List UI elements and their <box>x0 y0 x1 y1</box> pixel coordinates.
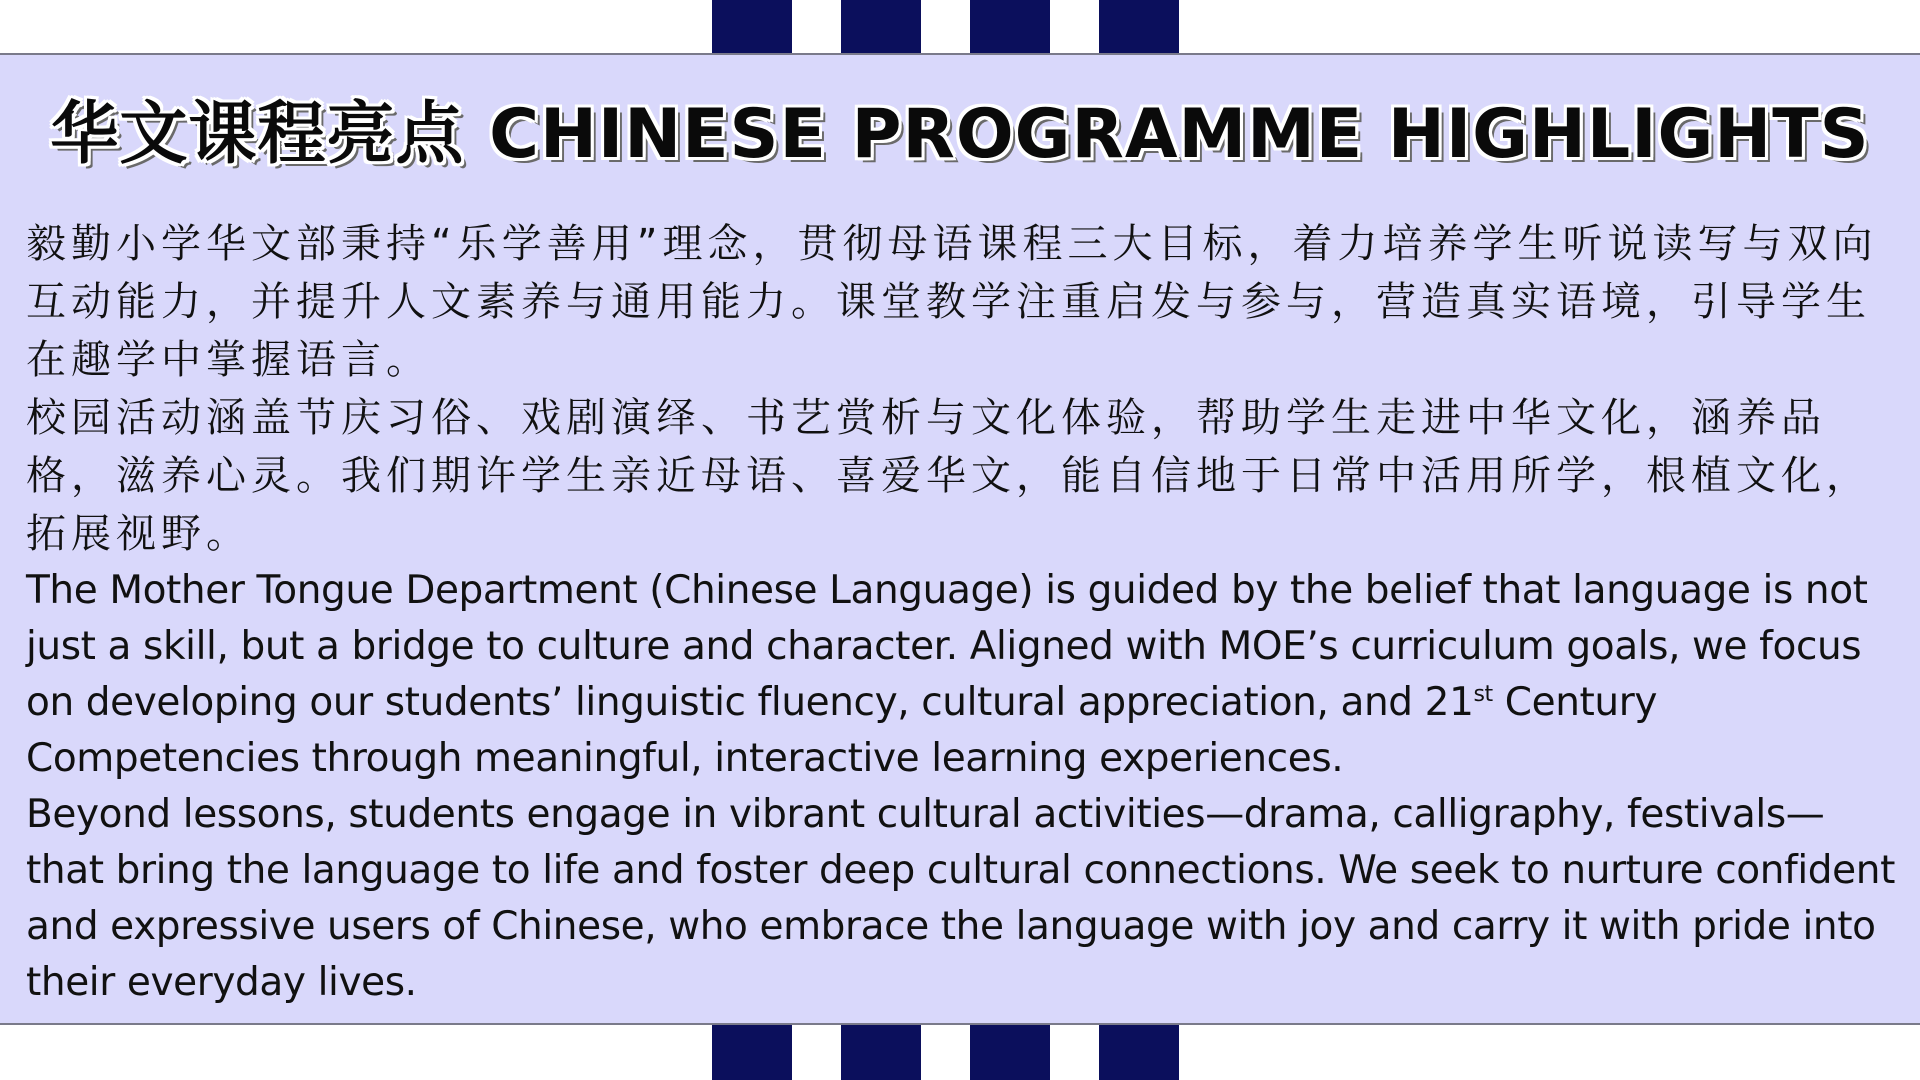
bottom-stripe <box>1099 1025 1179 1080</box>
english-paragraph-2: Beyond lessons, students engage in vibrant cultural activities—drama, calligraphy, festivals—that bring the language to life and foster deep cultural connections. We seek to nurture confident and expressive users of Chinese, who embrace the language with joy and carry it with pride into their everyday lives. <box>26 792 1895 1005</box>
body-text <box>26 215 1896 1011</box>
english-paragraph-1-part-2: Century Competencies through meaningful, interactive learning experiences. <box>26 680 1658 781</box>
top-stripe <box>712 0 792 53</box>
english-paragraph-1-part-1: The Mother Tongue Department (Chinese Language) is guided by the belief that language is not just a skill, but a bridge to culture and character. Aligned with MOE’s curriculum goals, we focus on developing our students’ linguistic fluency, cultural appreciation, and 21 <box>26 568 1868 725</box>
top-stripe <box>841 0 921 53</box>
bottom-stripe <box>712 1025 792 1080</box>
page-title: 华文课程亮点 CHINESE PROGRAMME HIGHLIGHTS <box>50 95 1870 174</box>
chinese-paragraph-1: 毅勤小学华文部秉持“乐学善用”理念，贯彻母语课程三大目标，着力培养学生听说读写与双向互动能力，并提升人文素养与通用能力。课堂教学注重启发与参与，营造真实语境，引导学生在趣学中掌握语言。 <box>26 221 1878 383</box>
chinese-paragraph-2: 校园活动涵盖节庆习俗、戏剧演绎、书艺赏析与文化体验，帮助学生走进中华文化，涵养品格，滋养心灵。我们期许学生亲近母语、喜爱华文，能自信地于日常中活用所学，根植文化，拓展视野。 <box>26 395 1871 557</box>
content-panel <box>0 53 1920 1025</box>
english-paragraph-1 <box>26 563 1896 787</box>
top-stripe <box>1099 0 1179 53</box>
ordinal-suffix: st <box>1473 682 1493 707</box>
bottom-stripe <box>970 1025 1050 1080</box>
bottom-stripe <box>841 1025 921 1080</box>
top-stripe <box>970 0 1050 53</box>
